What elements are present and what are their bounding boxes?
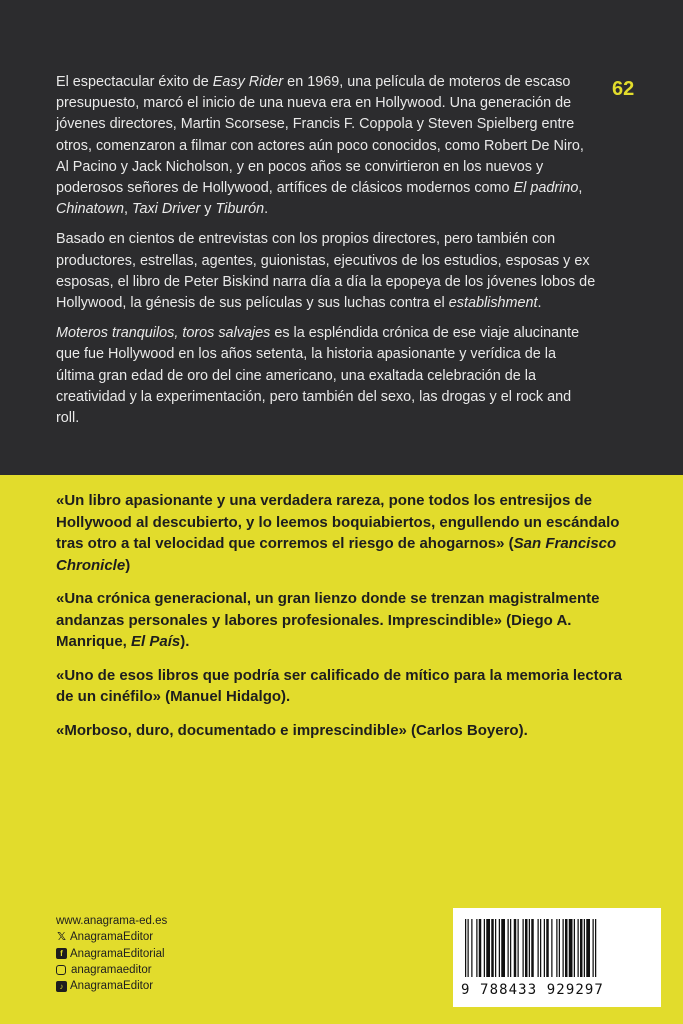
website-link[interactable]: www.anagrama-ed.es xyxy=(56,915,168,927)
barcode-bar xyxy=(476,919,477,977)
barcode-bar xyxy=(514,919,517,977)
barcode-bar xyxy=(595,919,596,977)
isbn-digits: 9 788433 929297 xyxy=(461,982,604,998)
x-icon: 𝕏 xyxy=(57,930,66,943)
press-reviews xyxy=(56,490,636,753)
barcode-bar xyxy=(586,919,590,977)
review-quote: «Un libro apasionante y una verdadera rareza, pone todos los entresijos de Hollywood al descubierto, y lo leemos boquiabiertos, engullendo un escándalo tras otro a tal velocidad que corremos el riesgo de ahogarnos» (San Francisco Chronicle) xyxy=(56,492,620,574)
synopsis xyxy=(56,72,596,438)
barcode-bar xyxy=(491,919,494,977)
barcode-bar xyxy=(551,919,552,977)
facebook-link[interactable]: f AnagramaEditorial xyxy=(56,946,167,962)
review-quote: «Una crónica generacional, un gran lienzo donde se trenzan magistralmente andanzas personales y labores profesionales. Imprescindible» (Diego A. Manrique, El País). xyxy=(56,590,600,650)
barcode-bar xyxy=(584,919,585,977)
barcode-bar xyxy=(486,919,490,977)
barcode-bar xyxy=(479,919,482,977)
barcode-bar xyxy=(593,919,594,977)
barcode-bar xyxy=(471,919,472,977)
review-quote: «Morboso, duro, documentado e imprescindible» (Carlos Boyero). xyxy=(56,721,528,739)
barcode-bar xyxy=(484,919,485,977)
barcode-bar xyxy=(569,919,573,977)
instagram-icon xyxy=(56,965,66,975)
tiktok-link[interactable]: ♪ AnagramaEditor xyxy=(56,978,167,994)
instagram-link[interactable]: anagramaeditor xyxy=(56,962,167,978)
barcode-bar xyxy=(501,919,505,977)
dark-upper-panel xyxy=(0,0,683,475)
tiktok-icon: ♪ xyxy=(56,981,67,992)
barcode-bar xyxy=(580,919,583,977)
barcode-bar xyxy=(525,919,528,977)
barcode-bar xyxy=(578,919,579,977)
series-number: 62 xyxy=(612,78,635,100)
yellow-lower-panel xyxy=(0,475,683,1024)
barcode-bar xyxy=(468,919,469,977)
barcode-bar xyxy=(540,919,541,977)
barcode-bar xyxy=(529,919,530,977)
barcode-bar xyxy=(465,919,466,977)
barcode-bar xyxy=(510,919,511,977)
barcode-bar xyxy=(495,919,496,977)
review-quote: «Uno de esos libros que podría ser calificado de mítico para la memoria lectora de un cinéfilo» (Manuel Hidalgo). xyxy=(56,666,623,705)
barcode-bar xyxy=(574,919,575,977)
barcode-bar xyxy=(508,919,509,977)
synopsis-paragraph-3: Moteros tranquilos, toros salvajes es la espléndida crónica de ese viaje alucinante que fue Hollywood en los años setenta, la historia apasionante y verídica de la última gran edad de oro del cine americano, una exaltada celebración de la creatividad y la experimentación, pero también del sexo, las drogas y el rock and roll. xyxy=(56,325,580,427)
barcode-bars xyxy=(461,919,653,979)
barcode-bar xyxy=(523,919,524,977)
barcode-bar xyxy=(556,919,557,977)
synopsis-paragraph-1: El espectacular éxito de Easy Rider en 1969, una película de moteros de escaso presupuesto, marcó el inicio de una nueva era en Hollywood. Una generación de jóvenes directores, Martin Scorsese, Francis F. Coppola y Steven Spielberg entre otros, comenzaron a filmar con actores aún poco conocidos, como Robert De Niro, Al Pacino y Jack Nicholson, y en pocos años se convirtieron en los nuevos y poderosos señores de Hollywood, artífices de clásicos modernos como El padrino, Chinatown, Taxi Driver y Tiburón. xyxy=(56,74,584,218)
facebook-icon: f xyxy=(56,948,67,959)
isbn-barcode xyxy=(453,908,661,1007)
x-link[interactable]: 𝕏 AnagramaEditor xyxy=(57,930,154,944)
barcode-bar xyxy=(518,919,519,977)
barcode-bar xyxy=(546,919,549,977)
barcode-bar xyxy=(538,919,539,977)
barcode-bar xyxy=(499,919,500,977)
synopsis-paragraph-2: Basado en cientos de entrevistas con los propios directores, pero también con productores, estrellas, agentes, guionistas, ejecutivos de los estudios, esposas y ex esposas, el libro de Peter Biskind narra día a día la epopeya de los jóvenes lobos de Hollywood, la génesis de sus películas y sus luchas contra el establishment. xyxy=(56,231,596,312)
barcode-bar xyxy=(544,919,545,977)
publisher-contacts xyxy=(56,913,167,994)
barcode-bar xyxy=(563,919,564,977)
barcode-bar xyxy=(531,919,534,977)
barcode-bar xyxy=(565,919,568,977)
barcode-bar xyxy=(559,919,560,977)
